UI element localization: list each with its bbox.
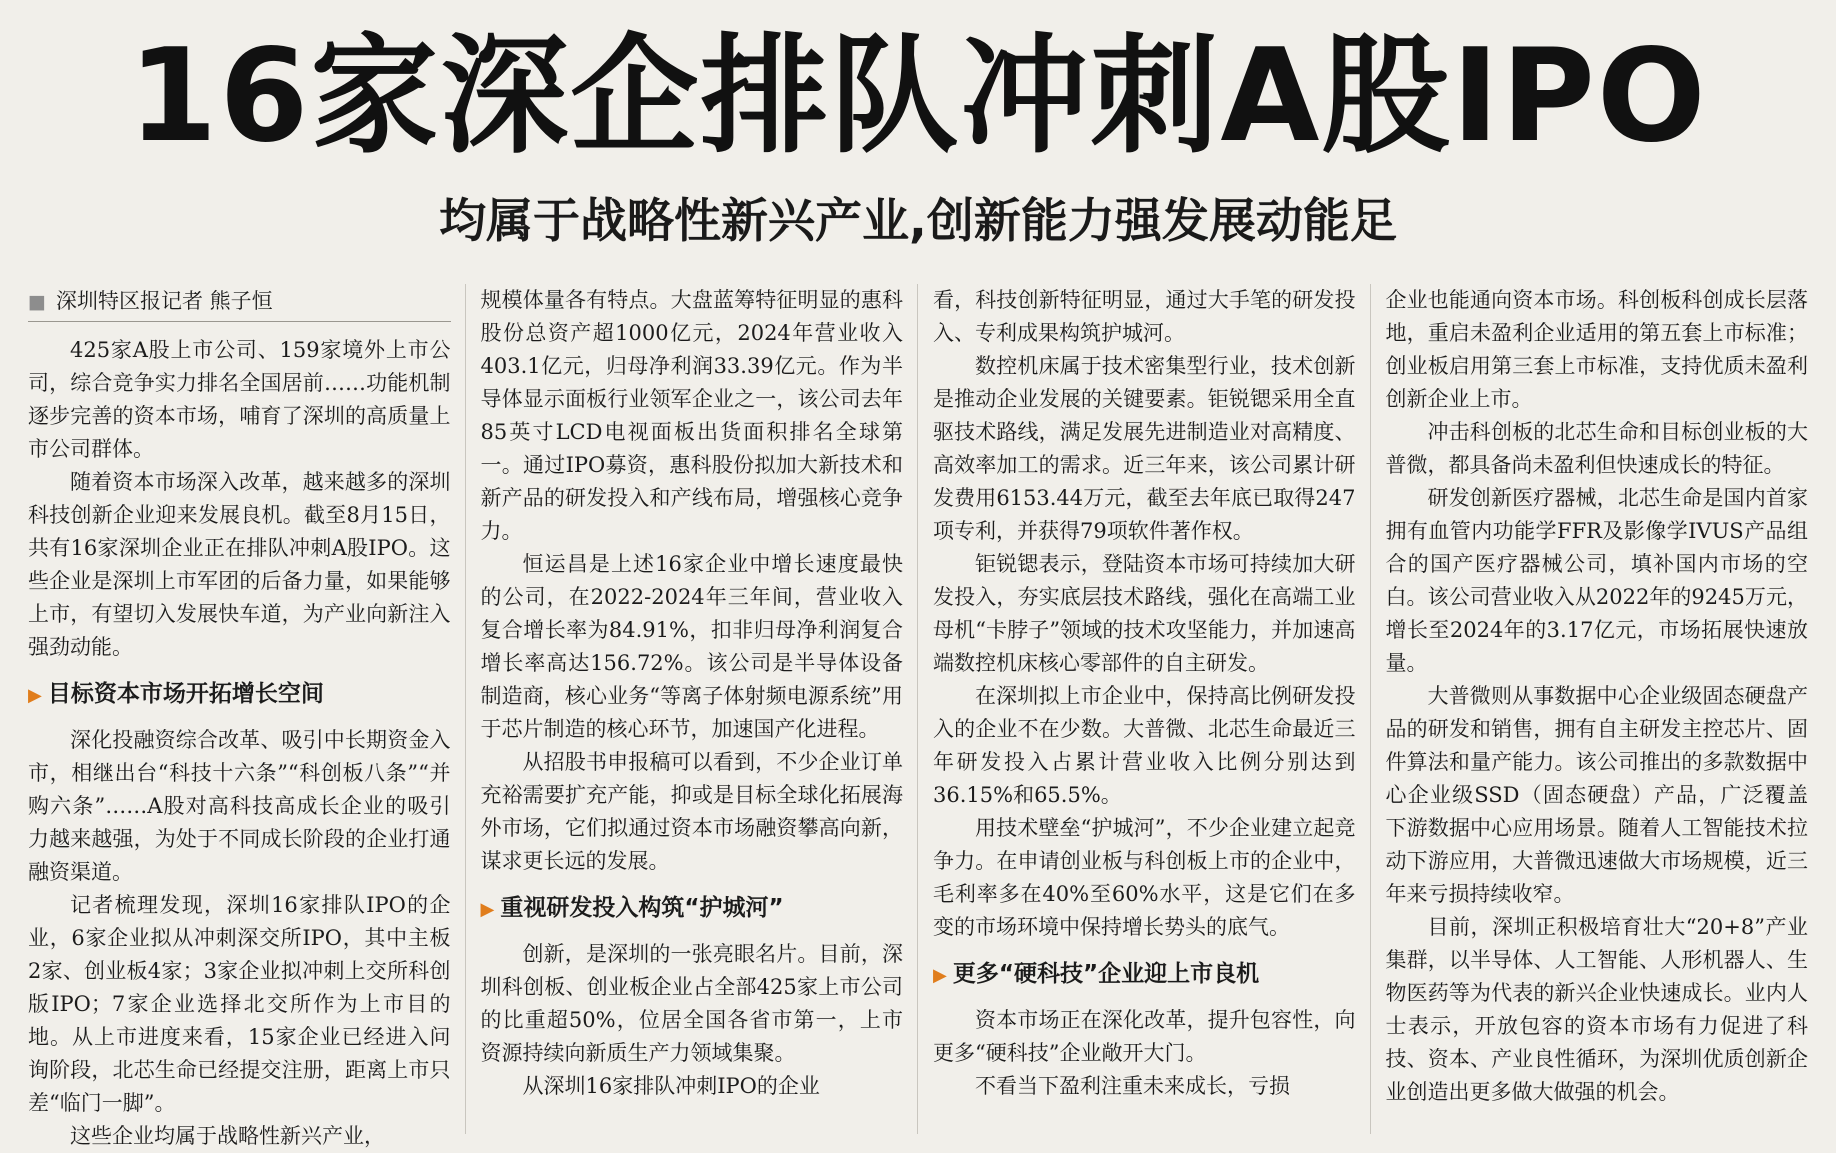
column-1 — [28, 284, 451, 1148]
paragraph: 从深圳16家排队冲刺IPO的企业 — [522, 1074, 820, 1098]
paragraph: 大普微则从事数据中心企业级固态硬盘产品的研发和销售，拥有自主研发主控芯片、固件算法和量产能力。该公司推出的多款数据中心企业级SSD（固态硬盘）产品，广泛覆盖下游数据中心应用场景。随着人工智能技术拉动下游应用，大普微迅速做大市场规模，近三年来亏损持续收窄。 — [1385, 684, 1808, 906]
paragraph: 随着资本市场深入改革，越来越多的深圳科技创新企业迎来发展良机。截至8月15日，共有16家深圳企业正在排队冲刺A股IPO。这些企业是深圳上市军团的后备力量，如果能够上市，有望切入发展快车道，为产业向新注入强劲动能。 — [28, 470, 451, 659]
paragraph: 冲击科创板的北芯生命和目标创业板的大普微，都具备尚未盈利但快速成长的特征。 — [1385, 420, 1808, 477]
section-heading-text: 目标资本市场开拓增长空间 — [47, 681, 324, 707]
byline — [28, 284, 451, 322]
column-4 — [1386, 284, 1809, 1134]
subheadline: 均属于战略性新兴产业,创新能力强发展动能足 — [439, 194, 1397, 249]
paragraph: 钜锐锶表示，登陆资本市场可持续加大研发投入，夯实底层技术路线，强化在高端工业母机“卡脖子”领域的技术攻坚能力，并加速高端数控机床核心零部件的自主研发。 — [933, 552, 1356, 675]
paragraph: 用技术壁垒“护城河”，不少企业建立起竞争力。在申请创业板与科创板上市的企业中，毛利率多在40%至60%水平，这是它们在多变的市场环境中保持增长势头的底气。 — [933, 816, 1356, 939]
byline-square-icon: ■ — [28, 291, 46, 313]
section-heading-text: 更多“硬科技”企业迎上市良机 — [952, 961, 1260, 987]
section-heading — [28, 672, 451, 718]
paragraph: 创新，是深圳的一张亮眼名片。目前，深圳科创板、创业板企业占全部425家上市公司的比重超50%，位居全国各省市第一，上市资源持续向新质生产力领域集聚。 — [480, 942, 903, 1065]
byline-text: 深圳特区报记者 熊子恒 — [55, 289, 273, 313]
triangle-bullet-icon: ▶ — [480, 899, 495, 920]
paragraph: 记者梳理发现，深圳16家排队IPO的企业，6家企业拟从冲刺深交所IPO，其中主板2家、创业板4家；3家企业拟冲刺上交所科创版IPO；7家企业选择北交所作为上市目的地。从上市进度来看，15家企业已经进入问询阶段，北芯生命已经提交注册，距离上市只差“临门一脚”。 — [28, 893, 451, 1115]
paragraph-continued: 企业也能通向资本市场。科创板科创成长层落地，重启未盈利企业适用的第五套上市标准；创业板启用第三套上市标准，支持优质未盈利创新企业上市。 — [1385, 288, 1808, 411]
paragraph-continued: 看，科技创新特征明显，通过大手笔的研发投入、专利成果构筑护城河。 — [933, 288, 1356, 345]
paragraph: 深化投融资综合改革、吸引中长期资金入市，相继出台“科技十六条”“科创板八条”“并购六条”……A股对高科技高成长企业的吸引力越来越强，为处于不同成长阶段的企业打通融资渠道。 — [28, 728, 451, 884]
paragraph: 数控机床属于技术密集型行业，技术创新是推动企业发展的关键要素。钜锐锶采用全直驱技术路线，满足发展先进制造业对高精度、高效率加工的需求。近三年来，该公司累计研发费用6153.44万元，截至去年底已取得247项专利，并获得79项软件著作权。 — [933, 354, 1356, 543]
triangle-bullet-icon: ▶ — [28, 685, 42, 706]
paragraph: 425家A股上市公司、159家境外上市公司，综合竞争实力排名全国居前……功能机制逐步完善的资本市场，哺育了深圳的高质量上市公司群体。 — [28, 338, 451, 461]
paragraph: 从招股书申报稿可以看到，不少企业订单充裕需要扩充产能，抑或是目标全球化拓展海外市场，它们拟通过资本市场融资攀高向新，谋求更长远的发展。 — [480, 750, 903, 873]
paragraph: 资本市场正在深化改革，提升包容性，向更多“硬科技”企业敞开大门。 — [933, 1008, 1356, 1065]
triangle-bullet-icon: ▶ — [933, 965, 947, 986]
paragraph: 恒运昌是上述16家企业中增长速度最快的公司，在2022-2024年三年间，营业收入复合增长率为84.91%，扣非归母净利润复合增长率高达156.72%。该公司是半导体设备制造商，核心业务“等离子体射频电源系统”用于芯片制造的核心环节，加速国产化进程。 — [480, 552, 903, 741]
paragraph: 这些企业均属于战略性新兴产业， — [70, 1124, 385, 1148]
paragraph-continued: 规模体量各有特点。大盘蓝筹特征明显的惠科股份总资产超1000亿元，2024年营业收入403.1亿元，归母净利润33.39亿元。作为半导体显示面板行业领军企业之一，该公司去年85英寸LCD电视面板出货面积排名全球第一。通过IPO募资，惠科股份拟加大新技术和新产品的研发投入和产线布局，增强核心竞争力。 — [480, 288, 903, 543]
paragraph: 研发创新医疗器械，北芯生命是国内首家拥有血管内功能学FFR及影像学IVUS产品组合的国产医疗器械公司，填补国内市场的空白。该公司营业收入从2022年的9245万元，增长至2024年的3.17亿元，市场拓展快速放量。 — [1385, 486, 1808, 675]
headline: 16家深企排队冲刺A股IPO — [128, 22, 1708, 171]
paragraph: 在深圳拟上市企业中，保持高比例研发投入的企业不在少数。大普微、北芯生命最近三年研发投入占累计营业收入比例分别达到36.15%和65.5%。 — [933, 684, 1356, 807]
section-heading-text: 重视研发投入构筑“护城河” — [500, 895, 784, 921]
column-3 — [933, 284, 1356, 1134]
paragraph: 目前，深圳正积极培育壮大“20+8”产业集群，以半导体、人工智能、人形机器人、生物医药等为代表的新兴企业快速成长。业内人士表示，开放包容的资本市场有力促进了科技、资本、产业良性循环，为深圳优质创新企业创造出更多做大做强的机会。 — [1385, 915, 1808, 1104]
paragraph: 不看当下盈利注重未来成长，亏损 — [975, 1074, 1290, 1098]
article-body — [28, 284, 1808, 1148]
column-2 — [481, 284, 904, 1134]
section-heading — [933, 952, 1356, 998]
section-heading — [481, 886, 904, 932]
